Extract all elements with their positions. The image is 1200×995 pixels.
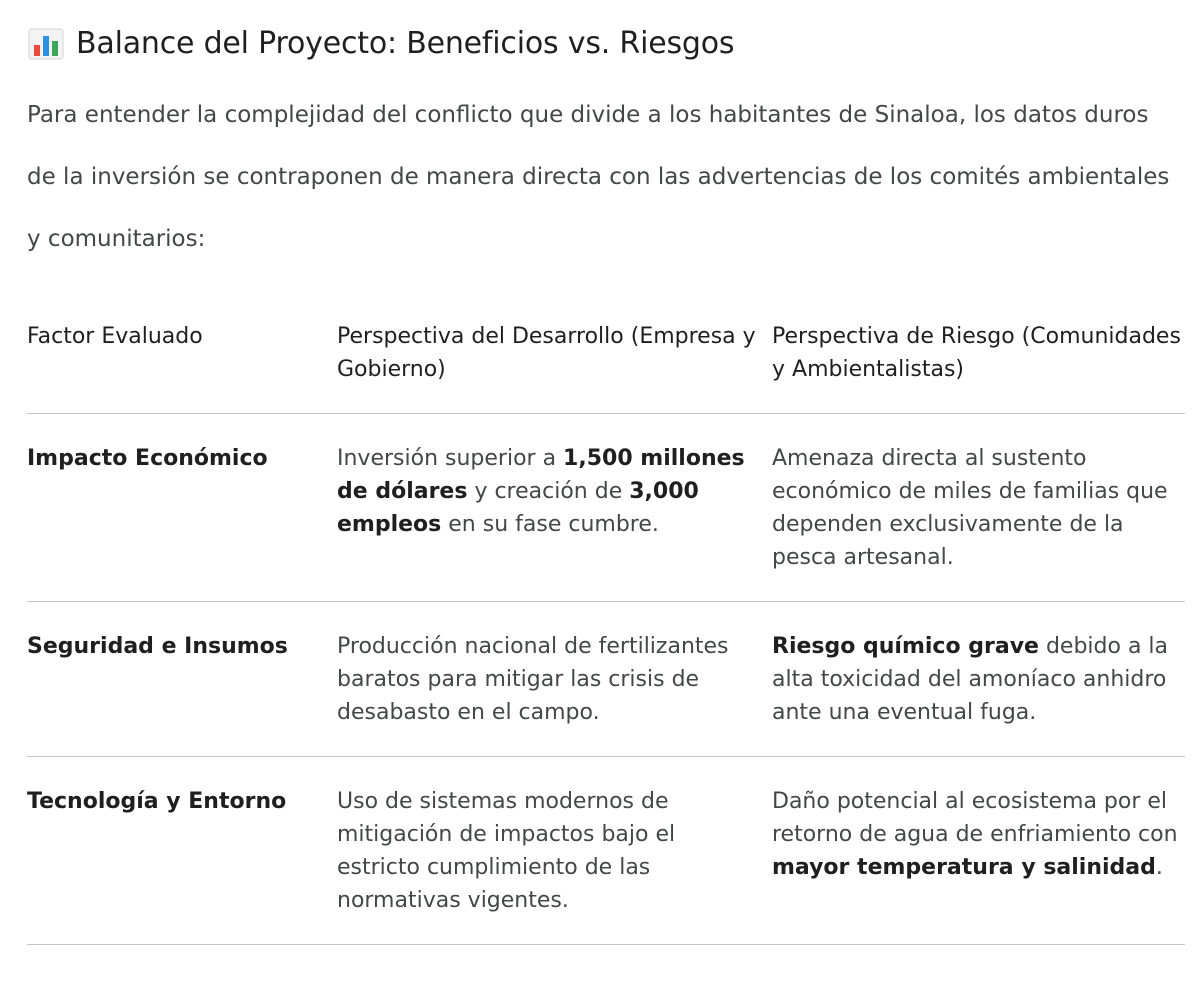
factor-cell: Impacto Económico	[27, 446, 268, 471]
text-segment: Amenaza directa al sustento económico de miles de familias que dependen exclusivamente de la pesca artesanal.	[772, 446, 1168, 570]
text-segment-bold: Riesgo químico grave	[772, 634, 1039, 659]
column-header-risk: Perspectiva de Riesgo (Comunidades y Ambientalistas)	[772, 324, 1181, 382]
text-segment: y creación de	[467, 479, 630, 504]
development-cell	[337, 442, 772, 574]
factor-cell: Seguridad e Insumos	[27, 634, 288, 659]
risk-cell	[772, 785, 1185, 917]
text-segment: Producción nacional de fertilizantes baratos para mitigar las crisis de desabasto en el campo.	[337, 634, 729, 725]
page-title	[28, 26, 734, 61]
table-row	[27, 414, 1185, 602]
table-row	[27, 757, 1185, 945]
comparison-table	[27, 300, 1185, 945]
intro-paragraph: Para entender la complejidad del conflicto que divide a los habitantes de Sinaloa, los datos duros de la inversión se contraponen de manera directa con las advertencias de los comités ambientales y comunitarios:	[27, 102, 1170, 252]
column-header-factor: Factor Evaluado	[27, 324, 203, 349]
text-segment: Daño potencial al ecosistema por el retorno de agua de enfriamiento con	[772, 789, 1178, 847]
column-header-development: Perspectiva del Desarrollo (Empresa y Gobierno)	[337, 324, 756, 382]
development-cell	[337, 785, 772, 917]
development-cell	[337, 630, 772, 729]
text-segment: .	[1155, 855, 1163, 880]
text-segment-bold: 1,500 millones de dólares	[337, 446, 745, 504]
page-title-text: Balance del Proyecto: Beneficios vs. Riesgos	[76, 26, 735, 61]
table-header-row	[27, 300, 1185, 414]
text-segment: Inversión superior a	[337, 446, 564, 471]
text-segment-bold: 3,000 empleos	[337, 479, 699, 537]
text-segment: Uso de sistemas modernos de mitigación de impactos bajo el estricto cumplimiento de las normativas vigentes.	[337, 789, 676, 913]
bar-chart-icon	[28, 27, 64, 61]
factor-cell: Tecnología y Entorno	[27, 789, 287, 814]
text-segment: debido a la alta toxicidad del amoníaco anhidro ante una eventual fuga.	[772, 634, 1169, 725]
table-row	[27, 602, 1185, 757]
risk-cell	[772, 442, 1185, 574]
text-segment: en su fase cumbre.	[441, 512, 659, 537]
risk-cell	[772, 630, 1185, 729]
text-segment-bold: mayor temperatura y salinidad	[772, 855, 1156, 880]
